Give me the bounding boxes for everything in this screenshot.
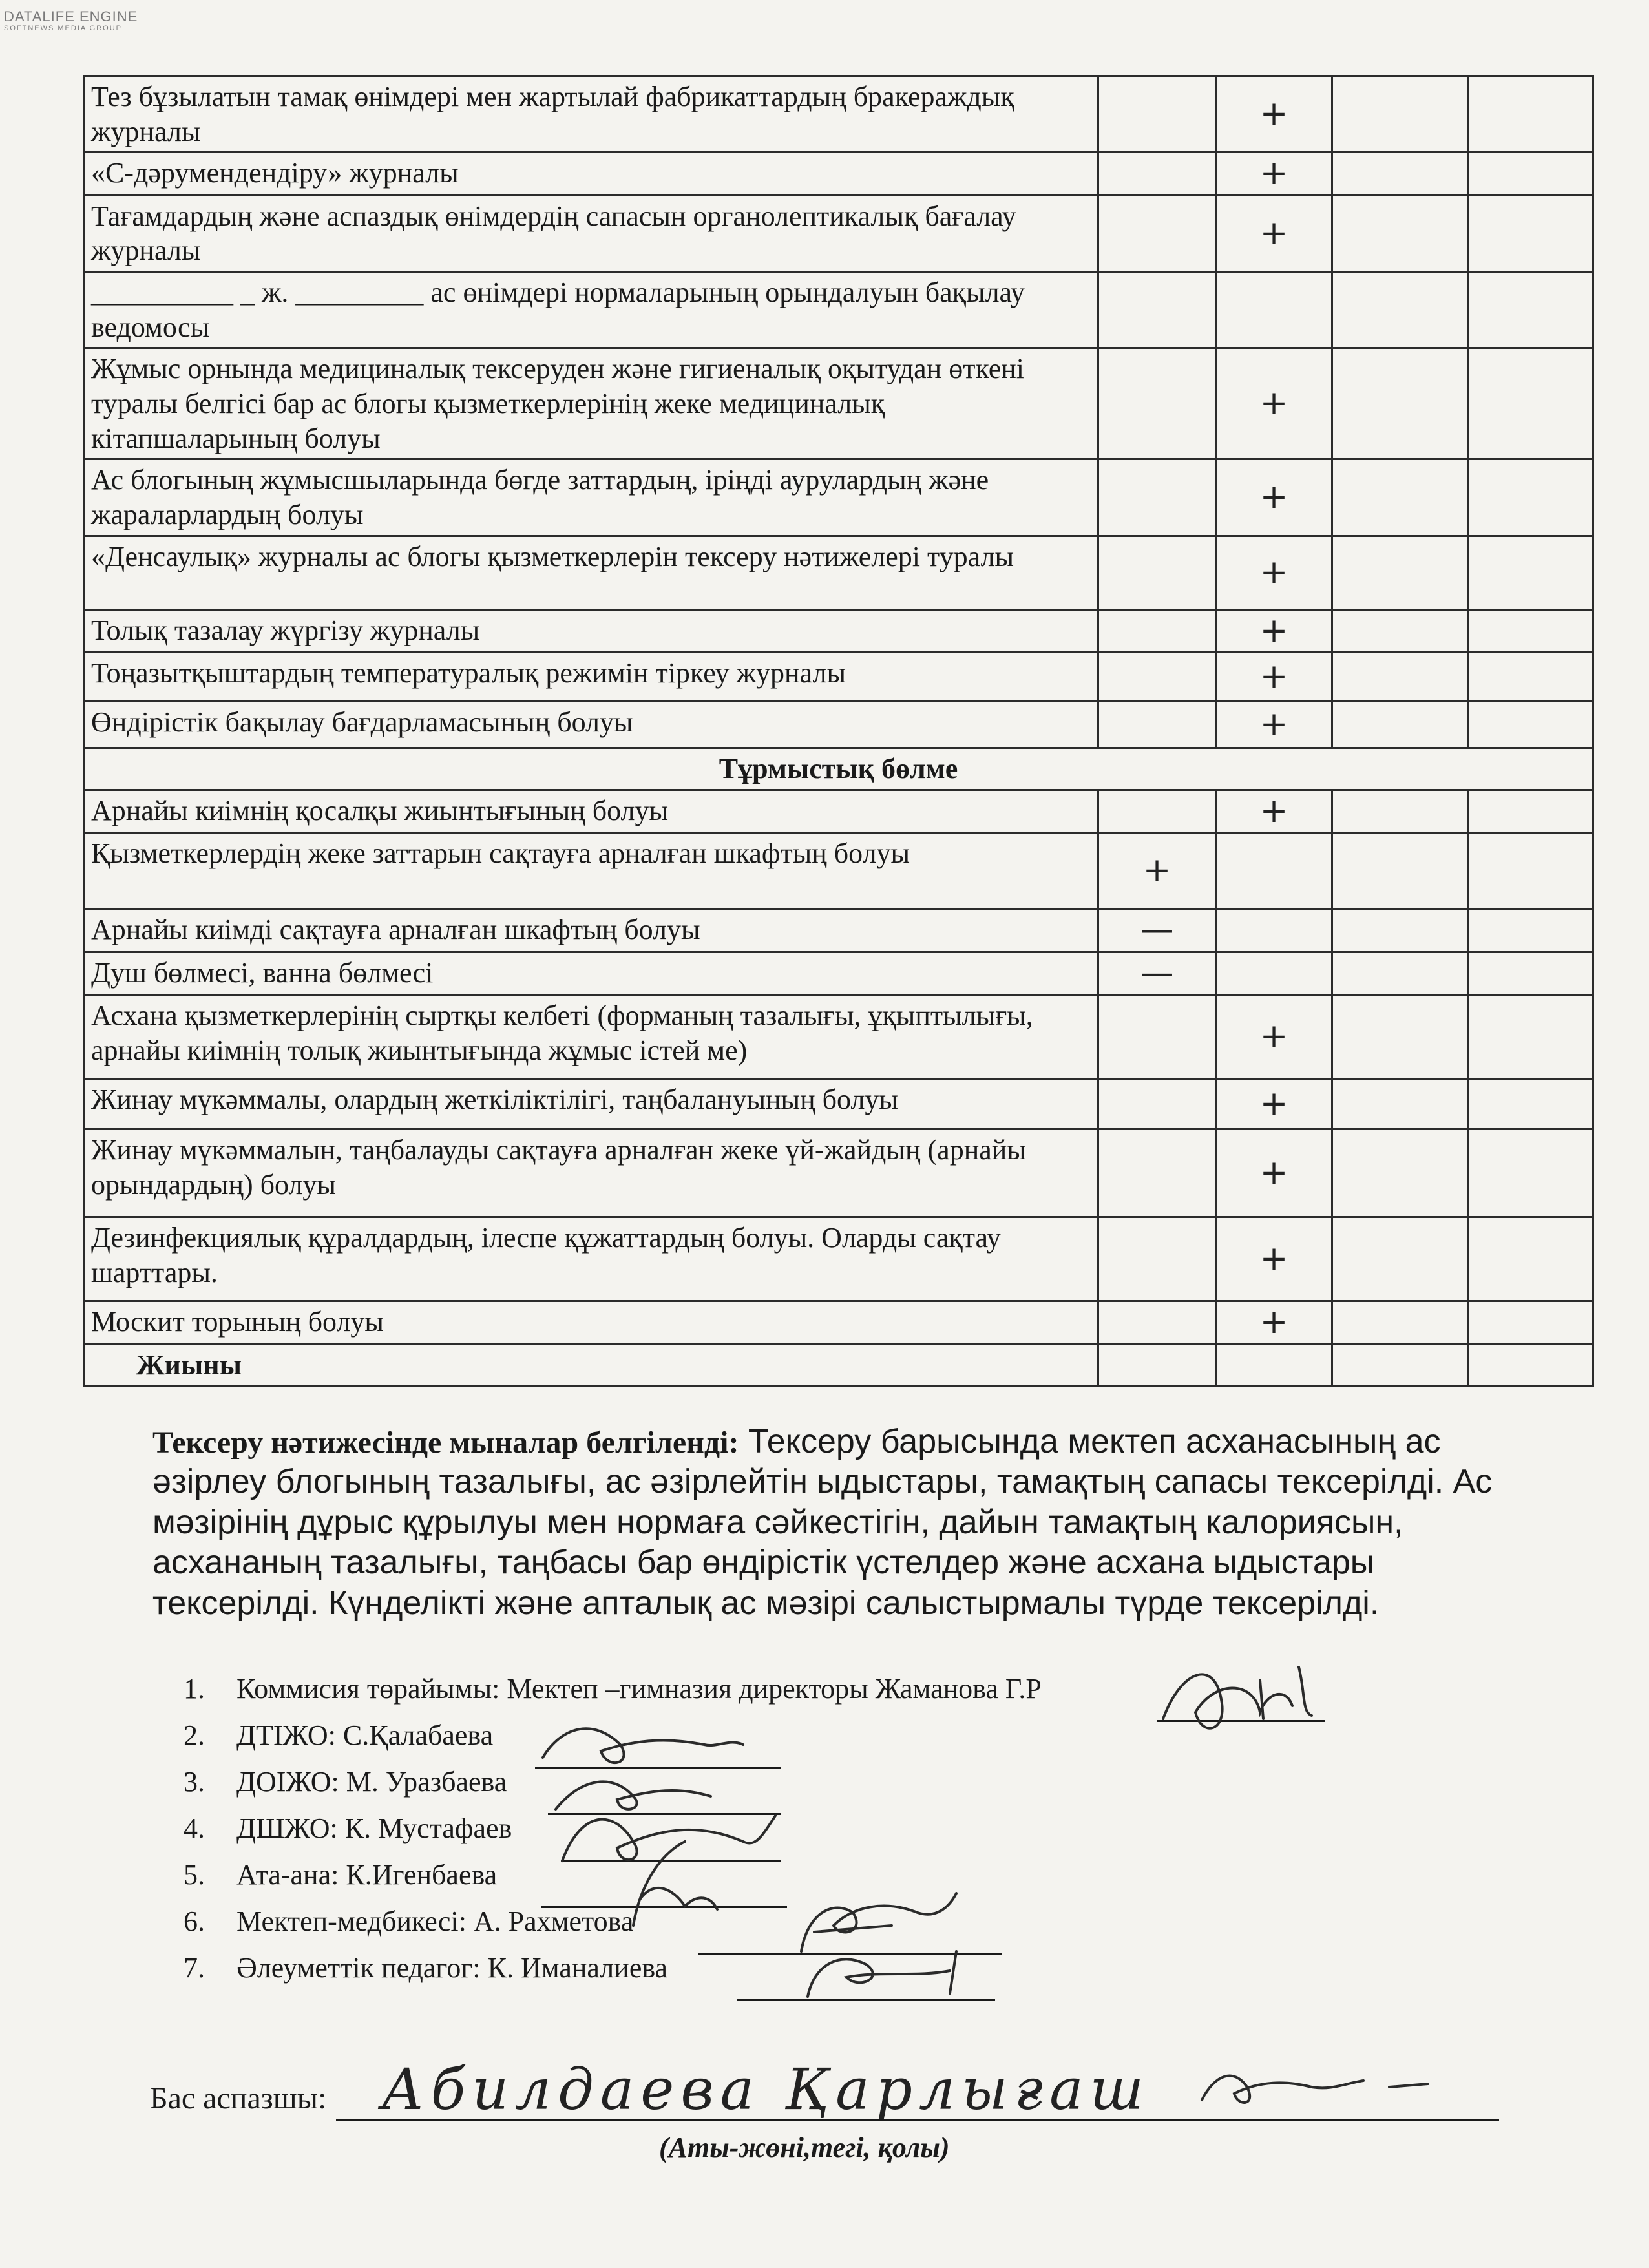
checklist-item-text: Толық тазалау жүргізу журналы	[84, 609, 1098, 652]
commission-number: 7.	[184, 1952, 205, 1984]
commission-number: 3.	[184, 1766, 205, 1798]
checklist-item-text: Дезинфекциялық құралдардың, ілеспе құжаттардың болуы. Оларды сақтау шарттары.	[84, 1217, 1098, 1301]
mark-cell-col-1: —	[1098, 909, 1216, 952]
commission-text: ДТІЖО: С.Қалабаева	[236, 1719, 494, 1751]
commission-number: 6.	[184, 1906, 205, 1937]
mark-cell-col-2	[1216, 833, 1332, 909]
mark-cell-col-4	[1468, 653, 1593, 702]
checklist-section-row	[84, 748, 1593, 790]
commission-text: Ата-ана: К.Игенбаева	[236, 1859, 498, 1891]
mark-cell-col-3	[1332, 272, 1468, 348]
mark-cell-col-2: +	[1216, 348, 1332, 459]
checklist-total-row	[84, 1344, 1593, 1386]
checklist-row	[84, 1301, 1593, 1344]
signature-line-1	[1157, 1720, 1325, 1722]
mark-cell-col-1	[1098, 1217, 1216, 1301]
mark-cell-col-1	[1098, 702, 1216, 748]
checklist-row	[84, 1217, 1593, 1301]
mark-cell-col-3	[1332, 1301, 1468, 1344]
signature-line-3	[548, 1813, 781, 1815]
checklist-row	[84, 459, 1593, 536]
checklist-row	[84, 272, 1593, 348]
checklist-item-text: «Денсаулық» журналы ас блогы қызметкерлерін тексеру нәтижелері туралы	[84, 536, 1098, 609]
checklist-item-text: Тез бұзылатын тамақ өнімдері мен жартылай фабрикаттардың бракераждық журналы	[84, 76, 1098, 152]
checklist-item-text: Москит торының болуы	[84, 1301, 1098, 1344]
commission-text: ДШЖО: К. Мустафаев	[236, 1812, 512, 1844]
checklist-item-text: Жинау мүкәммалы, олардың жеткіліктілігі, таңбалануының болуы	[84, 1079, 1098, 1129]
signature-line-2	[535, 1767, 781, 1769]
checklist-row	[84, 536, 1593, 609]
mark-cell-col-1	[1098, 272, 1216, 348]
mark-cell-col-1	[1098, 1344, 1216, 1386]
mark-cell-col-3	[1332, 1217, 1468, 1301]
mark-cell-col-2: +	[1216, 653, 1332, 702]
mark-cell-col-2: +	[1216, 1301, 1332, 1344]
commission-number: 4.	[184, 1812, 205, 1844]
mark-cell-col-3	[1332, 833, 1468, 909]
mark-cell-col-1	[1098, 653, 1216, 702]
mark-cell-col-2: +	[1216, 195, 1332, 271]
mark-cell-col-4	[1468, 833, 1593, 909]
checklist-row	[84, 348, 1593, 459]
total-label: Жиыны	[84, 1344, 1098, 1386]
watermark-brand: DATALIFE ENGINE	[4, 8, 138, 25]
inspection-checklist-table	[83, 75, 1594, 1387]
mark-cell-col-2	[1216, 272, 1332, 348]
mark-cell-col-3	[1332, 1079, 1468, 1129]
checklist-row	[84, 995, 1593, 1079]
commission-text: Мектеп-медбикесі: А. Рахметова	[236, 1906, 634, 1937]
checklist-item-text: Өндірістік бақылау бағдарламасының болуы	[84, 702, 1098, 748]
mark-cell-col-3	[1332, 536, 1468, 609]
mark-cell-col-1	[1098, 536, 1216, 609]
signature-line-5	[541, 1906, 787, 1908]
chef-handwritten-name: Абилдаева Қарлығаш	[381, 2056, 1150, 2123]
mark-cell-col-1	[1098, 790, 1216, 832]
mark-cell-col-3	[1332, 195, 1468, 271]
chef-label: Бас аспазшы:	[150, 2081, 327, 2116]
checklist-row	[84, 909, 1593, 952]
mark-cell-col-4	[1468, 348, 1593, 459]
signature-line-4	[561, 1860, 781, 1862]
mark-cell-col-2: +	[1216, 790, 1332, 832]
findings-lead: Тексеру нәтижесінде мыналар белгіленді:	[152, 1425, 739, 1460]
mark-cell-col-2: +	[1216, 702, 1332, 748]
mark-cell-col-1	[1098, 609, 1216, 652]
mark-cell-col-4	[1468, 76, 1593, 152]
watermark	[4, 9, 138, 32]
mark-cell-col-1	[1098, 76, 1216, 152]
mark-cell-col-3	[1332, 790, 1468, 832]
checklist-item-text: Арнайы киімнің қосалқы жиынтығының болуы	[84, 790, 1098, 832]
checklist-item-text: Жинау мүкәммалын, таңбалауды сақтауға арналған жеке үй-жайдың (арнайы орындардың) болуы	[84, 1129, 1098, 1217]
mark-cell-col-1	[1098, 152, 1216, 195]
mark-cell-col-3	[1332, 459, 1468, 536]
mark-cell-col-4	[1468, 1217, 1593, 1301]
checklist-item-text: Асхана қызметкерлерінің сыртқы келбеті (форманың тазалығы, ұқыптылығы, арнайы киімнің толық жиынтығында жұмыс істей ме)	[84, 995, 1098, 1079]
checklist-row	[84, 152, 1593, 195]
checklist-item-text: Ас блогының жұмысшыларында бөгде заттардың, іріңді аурулардың және жараларлардың болуы	[84, 459, 1098, 536]
commission-text: Әлеуметтік педагог: К. Иманалиева	[236, 1952, 668, 1984]
mark-cell-col-1	[1098, 459, 1216, 536]
chef-caption: (Аты-жөні,тегі, қолы)	[659, 2132, 950, 2163]
mark-cell-col-3	[1332, 653, 1468, 702]
checklist-row	[84, 790, 1593, 832]
mark-cell-col-2: +	[1216, 1079, 1332, 1129]
checklist-row	[84, 1079, 1593, 1129]
checklist-item-text: Арнайы киімді сақтауға арналған шкафтың болуы	[84, 909, 1098, 952]
mark-cell-col-4	[1468, 909, 1593, 952]
section-title: Тұрмыстық бөлме	[84, 748, 1593, 790]
mark-cell-col-2: +	[1216, 995, 1332, 1079]
mark-cell-col-2: +	[1216, 76, 1332, 152]
signature-line-6	[698, 1953, 1002, 1955]
commission-number: 5.	[184, 1859, 205, 1891]
mark-cell-col-1: +	[1098, 833, 1216, 909]
checklist-row	[84, 952, 1593, 994]
checklist-row	[84, 833, 1593, 909]
mark-cell-col-4	[1468, 272, 1593, 348]
mark-cell-col-4	[1468, 1079, 1593, 1129]
mark-cell-col-4	[1468, 702, 1593, 748]
mark-cell-col-2: +	[1216, 1129, 1332, 1217]
mark-cell-col-3	[1332, 609, 1468, 652]
mark-cell-col-4	[1468, 1129, 1593, 1217]
mark-cell-col-4	[1468, 459, 1593, 536]
mark-cell-col-3	[1332, 152, 1468, 195]
mark-cell-col-3	[1332, 348, 1468, 459]
mark-cell-col-1	[1098, 1129, 1216, 1217]
commission-text: Коммисия төрайымы: Мектеп –гимназия директоры Жаманова Г.Р	[236, 1673, 1042, 1705]
mark-cell-col-2	[1216, 1344, 1332, 1386]
checklist-item-text: __________ _ ж. _________ ас өнімдері нормаларының орындалуын бақылау ведомосы	[84, 272, 1098, 348]
mark-cell-col-2: +	[1216, 1217, 1332, 1301]
mark-cell-col-4	[1468, 1344, 1593, 1386]
mark-cell-col-1	[1098, 995, 1216, 1079]
watermark-tagline: SOFTNEWS MEDIA GROUP	[4, 25, 123, 33]
chef-signature-line	[336, 2119, 1499, 2121]
findings-text: Тексеру барысында мектеп асханасының ас әзірлеу блогының тазалығы, ас әзірлейтін ыдыстары, тамақтың сапасы тексерілді. Ас мәзірінің дұрыс құрылуы мен нормаға сәйкестігін, дайын тамақтың калориясын, асхананың тазалығы, таңбасы бар өндірістік үстелдер және асхана ыдыстары тексерілді. Күнделікті және апталық ас мәзірі салыстырмалы түрде тексерілді.	[152, 1423, 1493, 1622]
mark-cell-col-2: +	[1216, 609, 1332, 652]
mark-cell-col-4	[1468, 195, 1593, 271]
mark-cell-col-1: —	[1098, 952, 1216, 994]
mark-cell-col-4	[1468, 790, 1593, 832]
commission-text: ДОІЖО: М. Уразбаева	[236, 1766, 507, 1798]
mark-cell-col-4	[1468, 952, 1593, 994]
mark-cell-col-1	[1098, 195, 1216, 271]
checklist-item-text: Душ бөлмесі, ванна бөлмесі	[84, 952, 1098, 994]
mark-cell-col-2: +	[1216, 459, 1332, 536]
mark-cell-col-4	[1468, 609, 1593, 652]
mark-cell-col-3	[1332, 76, 1468, 152]
mark-cell-col-1	[1098, 1301, 1216, 1344]
mark-cell-col-4	[1468, 995, 1593, 1079]
checklist-row	[84, 195, 1593, 271]
mark-cell-col-3	[1332, 909, 1468, 952]
mark-cell-col-2: +	[1216, 536, 1332, 609]
mark-cell-col-1	[1098, 1079, 1216, 1129]
signature-line-7	[737, 1999, 995, 2001]
mark-cell-col-3	[1332, 1344, 1468, 1386]
checklist-row	[84, 76, 1593, 152]
commission-number: 2.	[184, 1719, 205, 1751]
mark-cell-col-2	[1216, 952, 1332, 994]
checklist-row	[84, 1129, 1593, 1217]
checklist-row	[84, 702, 1593, 748]
mark-cell-col-4	[1468, 536, 1593, 609]
mark-cell-col-3	[1332, 995, 1468, 1079]
mark-cell-col-3	[1332, 702, 1468, 748]
mark-cell-col-1	[1098, 348, 1216, 459]
checklist-item-text: Жұмыс орнында медициналық тексеруден және гигиеналық оқытудан өткені туралы белгісі бар ас блогы қызметкерлерінің жеке медициналық кітапшаларының болуы	[84, 348, 1098, 459]
checklist-item-text: Тоңазытқыштардың температуралық режимін тіркеу журналы	[84, 653, 1098, 702]
mark-cell-col-4	[1468, 152, 1593, 195]
mark-cell-col-3	[1332, 1129, 1468, 1217]
checklist-item-text: Қызметкерлердің жеке заттарын сақтауға арналған шкафтың болуы	[84, 833, 1098, 909]
checklist-item-text: Тағамдардың және аспаздық өнімдердің сапасын органолептикалық бағалау журналы	[84, 195, 1098, 271]
checklist-item-text: «С-дәрумендендіру» журналы	[84, 152, 1098, 195]
checklist-row	[84, 653, 1593, 702]
findings-paragraph	[152, 1422, 1542, 1623]
commission-number: 1.	[184, 1673, 205, 1705]
checklist-row	[84, 609, 1593, 652]
mark-cell-col-3	[1332, 952, 1468, 994]
mark-cell-col-4	[1468, 1301, 1593, 1344]
mark-cell-col-2	[1216, 909, 1332, 952]
mark-cell-col-2: +	[1216, 152, 1332, 195]
